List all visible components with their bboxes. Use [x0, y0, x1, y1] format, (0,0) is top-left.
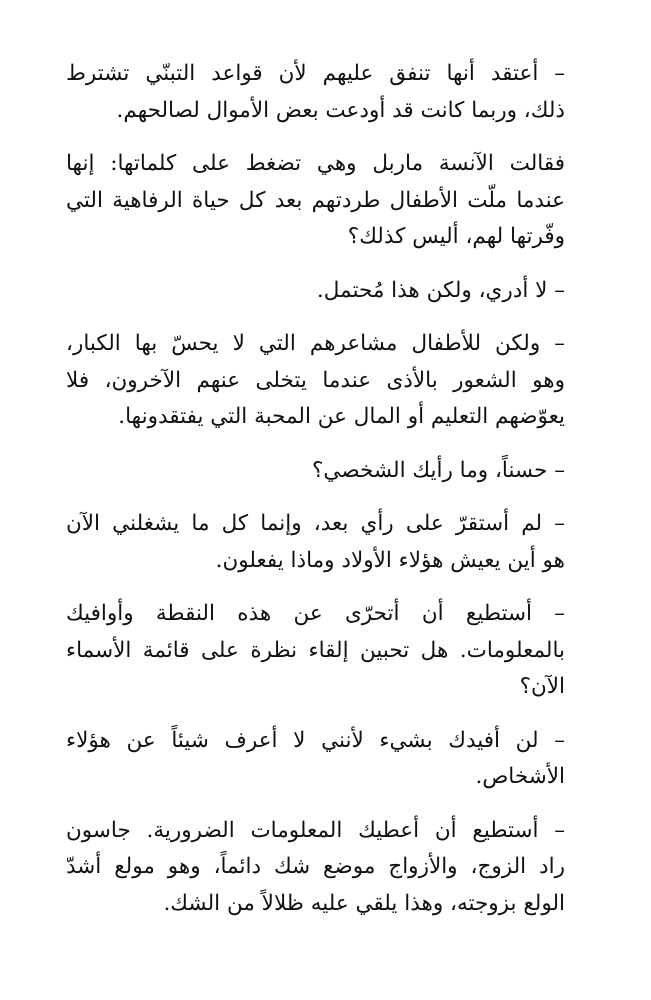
text-line: هو أين يعيش هؤلاء الأولاد وماذا يفعلون. [215, 547, 565, 573]
text-line: بالمعلومات. هل تحبين إلقاء نظرة على قائمة الأسماء [66, 637, 565, 663]
text-line: – ولكن للأطفال مشاعرهم التي لا يحسّ بها الكبار، [66, 331, 565, 356]
text-line: الولع بزوجته، وهذا يلقي عليه ظلالاً من الشك. [163, 890, 565, 916]
text-line: – حسناً، وما رأيك الشخصي؟ [311, 457, 565, 483]
text-line: – لا أدري، ولكن هذا مُحتمل. [316, 277, 565, 303]
text-line: وهو الشعور بالأذى عندما يتخلى عنهم الآخرون، فلا [66, 367, 565, 393]
paragraph-5 [66, 453, 585, 490]
paragraph-4 [66, 326, 585, 436]
text-line: ذلك، وربما كانت قد أودعت بعض الأموال لصالحهم. [116, 97, 565, 123]
text-line: – أستطيع أن أعطيك المعلومات الضرورية. جاسون [66, 817, 565, 843]
paragraph-9 [66, 813, 585, 923]
text-line: – أستطيع أن أتحرّى عن هذه النقطة وأوافيك [66, 601, 565, 626]
paragraph-6 [66, 506, 585, 579]
paragraph-2 [66, 146, 585, 256]
paragraph-8 [66, 723, 585, 796]
text-line: فقالت الآنسة ماربل وهي تضغط على كلماتها: إنها [66, 151, 565, 176]
text-line: يعوّضهم التعليم أو المال عن المحبة التي يفتقدونها. [118, 404, 565, 429]
book-page [66, 56, 585, 939]
text-line: – لم أستقرّ على رأي بعد، وإنما كل ما يشغلني الآن [66, 511, 565, 536]
text-line: وفّرتها لهم، أليس كذلك؟ [347, 224, 565, 249]
paragraph-7 [66, 596, 585, 706]
paragraph-3 [66, 273, 585, 310]
text-line: – أعتقد أنها تنفق عليهم لأن قواعد التبنّي تشترط [66, 61, 565, 86]
text-line: عندما ملّت الأطفال طردتهم بعد كل حياة الرفاهية التي [66, 187, 565, 213]
text-line: – لن أفيدك بشيء لأنني لا أعرف شيئاً عن هؤلاء [66, 727, 565, 753]
paragraph-1 [66, 56, 585, 129]
text-line: راد الزوج، والأزواج موضع شك دائماً، وهو مولع أشدّ [66, 854, 565, 879]
text-line: الأشخاص. [475, 764, 565, 789]
text-line: الآن؟ [519, 674, 565, 699]
